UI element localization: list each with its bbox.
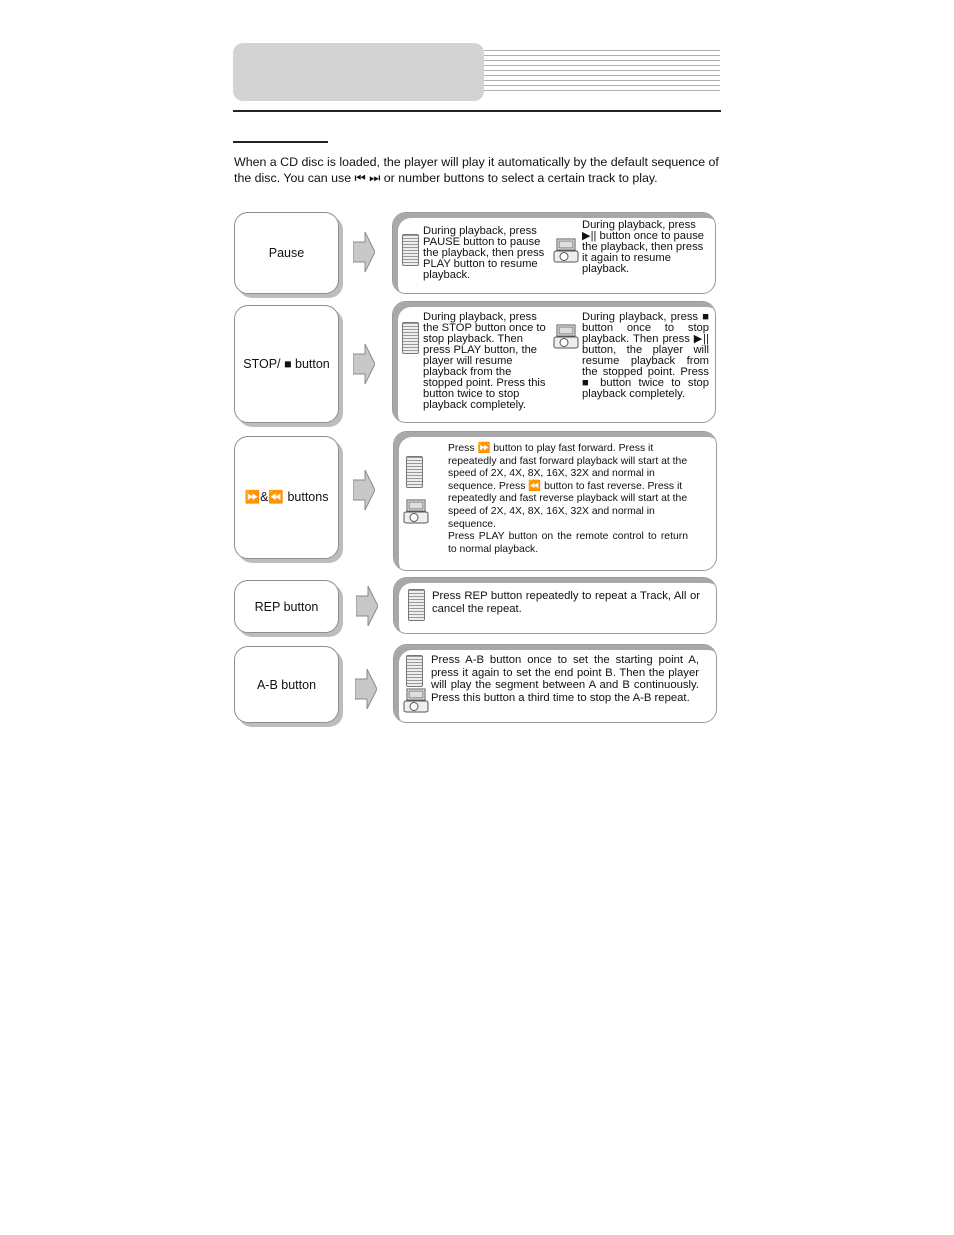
remote-control-icon [406, 456, 423, 488]
header-rule [233, 110, 721, 112]
intro-paragraph: When a CD disc is loaded, the player will play it automatically by the default sequence of the disc. You can use ⏮ ⏭ or number buttons to select a certain track to play. [234, 155, 719, 185]
stop-label: STOP/ ■ button [243, 357, 330, 371]
remote-control-icon [402, 234, 419, 266]
ff-rev-label: ⏩&⏪ buttons [244, 490, 329, 504]
pause-player-text: During playback, press ▶|| button once to pause the playback, then press it again to resume playback. [582, 219, 705, 275]
arrow-right-icon [353, 470, 375, 510]
remote-control-icon [408, 589, 425, 621]
portable-player-icon [403, 499, 429, 525]
rep-label: REP button [254, 599, 319, 614]
portable-player-icon [553, 324, 579, 350]
ff-rev-label-box [234, 436, 339, 559]
rep-text: Press REP button repeatedly to repeat a Track, All or cancel the repeat. [432, 590, 700, 615]
a-b-text: Press A-B button once to set the starting point A, press it again to set the end point B. Then the player will play the segment between A and B continuously. Press this button a third time to stop the A-B repeat. [431, 654, 699, 704]
pause-remote-text: During playback, press PAUSE button to pause the playback, then press PLAY button to resume playback. [423, 225, 545, 281]
arrow-right-icon [356, 586, 378, 626]
header-tab [233, 43, 484, 101]
portable-player-icon [403, 688, 429, 714]
section-heading-underline [233, 141, 328, 143]
stop-label-box [234, 305, 339, 423]
arrow-right-icon [353, 344, 375, 384]
a-b-label: A-B button [256, 677, 317, 692]
pause-label: Pause [268, 246, 305, 260]
ff-rev-text-return: Press PLAY button on the remote control to return to normal playback. [448, 531, 688, 555]
remote-control-icon [406, 655, 423, 687]
ff-rev-text [448, 443, 688, 556]
pause-label-box [234, 212, 339, 294]
stop-remote-text: During playback, press the STOP button once to stop playback. Then press PLAY button, the player will resume playback from the stopped point. Press this button twice to stop playback completely. [423, 311, 546, 411]
remote-control-icon [402, 322, 419, 354]
rep-label-box [234, 580, 339, 633]
header-lines [484, 50, 720, 96]
ff-rev-text-paragraph: Press ⏩ button to play fast forward. Press it repeatedly and fast forward playback will start at the speed of 2X, 4X, 8X, 16X, 32X and normal in sequence. Press ⏪ button to fast reverse. Press it repeatedly and fast reverse playback will start at the speed of 2X, 4X, 8X, 16X, 32X and normal in sequence. [448, 443, 688, 530]
a-b-label-box [234, 646, 339, 723]
arrow-right-icon [355, 669, 377, 709]
arrow-right-icon [353, 232, 375, 272]
stop-player-text: During playback, press ■ button once to stop playback. Then press ▶|| button, the player will resume playback from the stopped point. Press ■ button twice to stop playback completely. [582, 311, 709, 400]
portable-player-icon [553, 238, 579, 264]
